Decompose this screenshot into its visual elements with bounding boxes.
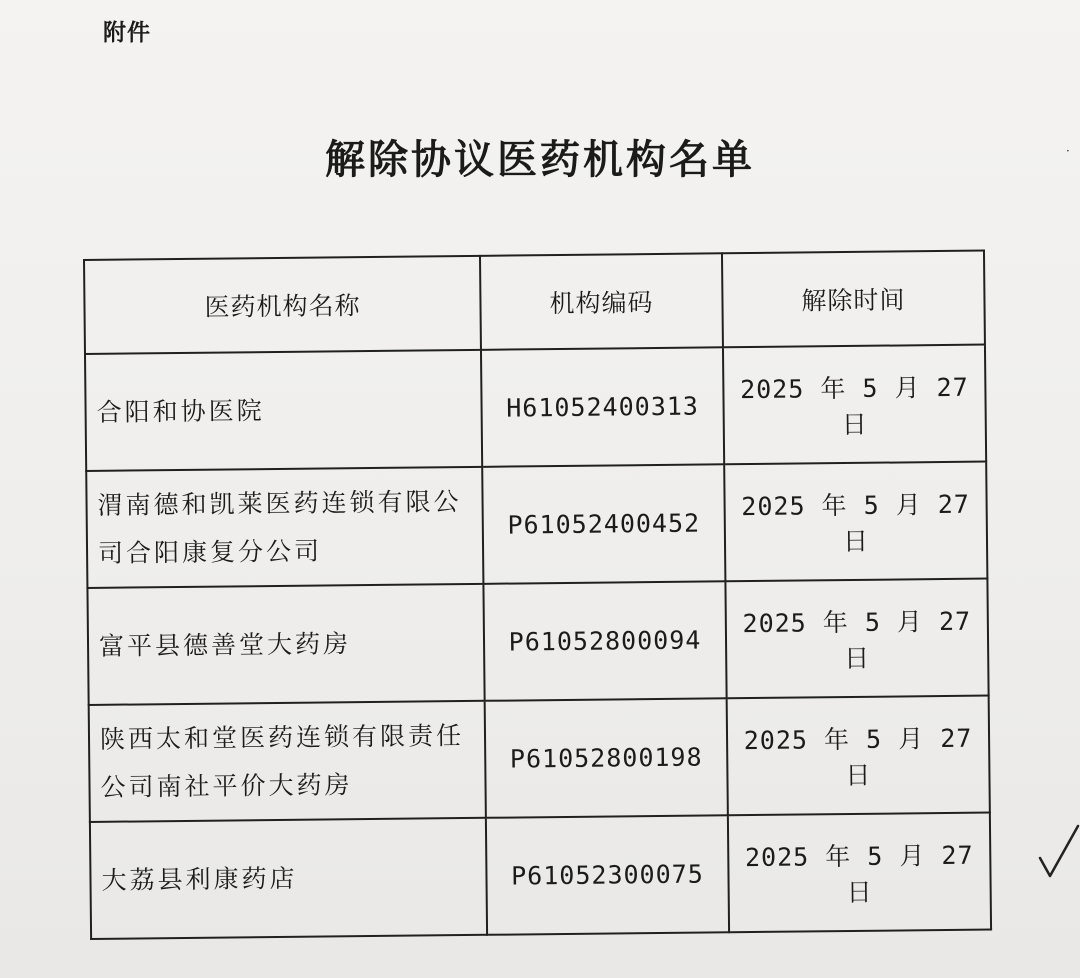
attachment-label: 附件 xyxy=(103,20,151,46)
table-row xyxy=(89,696,990,822)
termination-date-cell: 2025 年 5 月 27 日 xyxy=(723,345,986,465)
institution-code-cell: P61052300075 xyxy=(486,815,729,935)
termination-date-cell: 2025 年 5 月 27 日 xyxy=(724,462,987,582)
header-termination-date: 解除时间 xyxy=(722,251,985,348)
checkmark-icon xyxy=(1036,820,1080,890)
institution-code-cell: H61052400313 xyxy=(481,347,724,467)
termination-date-cell: 2025 年 5 月 27 日 xyxy=(728,813,991,933)
institution-table-wrapper xyxy=(83,250,990,940)
table-row xyxy=(90,813,991,939)
table-header-row xyxy=(84,251,985,354)
institution-name-cell: 陕西太和堂医药连锁有限责任公司南社平价大药房 xyxy=(89,701,486,822)
table-row xyxy=(86,462,987,588)
institution-code-cell: P61052800198 xyxy=(485,698,728,818)
institution-code-cell: P61052800094 xyxy=(483,581,726,701)
header-institution-code: 机构编码 xyxy=(480,253,723,350)
margin-mark: · xyxy=(1066,144,1070,158)
institution-name-cell: 富平县德善堂大药房 xyxy=(87,584,484,705)
termination-date-cell: 2025 年 5 月 27 日 xyxy=(725,579,988,699)
institution-name-cell: 渭南德和凯莱医药连锁有限公司合阳康复分公司 xyxy=(86,467,483,588)
table-row xyxy=(85,345,986,471)
header-institution-name: 医药机构名称 xyxy=(84,256,481,354)
page-title: 解除协议医药机构名单 xyxy=(325,136,755,183)
termination-date-cell: 2025 年 5 月 27 日 xyxy=(727,696,990,816)
institution-code-cell: P61052400452 xyxy=(482,464,725,584)
institution-table xyxy=(83,250,992,940)
institution-name-cell: 合阳和协医院 xyxy=(85,350,482,471)
institution-name-cell: 大荔县利康药店 xyxy=(90,818,487,939)
table-row xyxy=(87,579,988,705)
